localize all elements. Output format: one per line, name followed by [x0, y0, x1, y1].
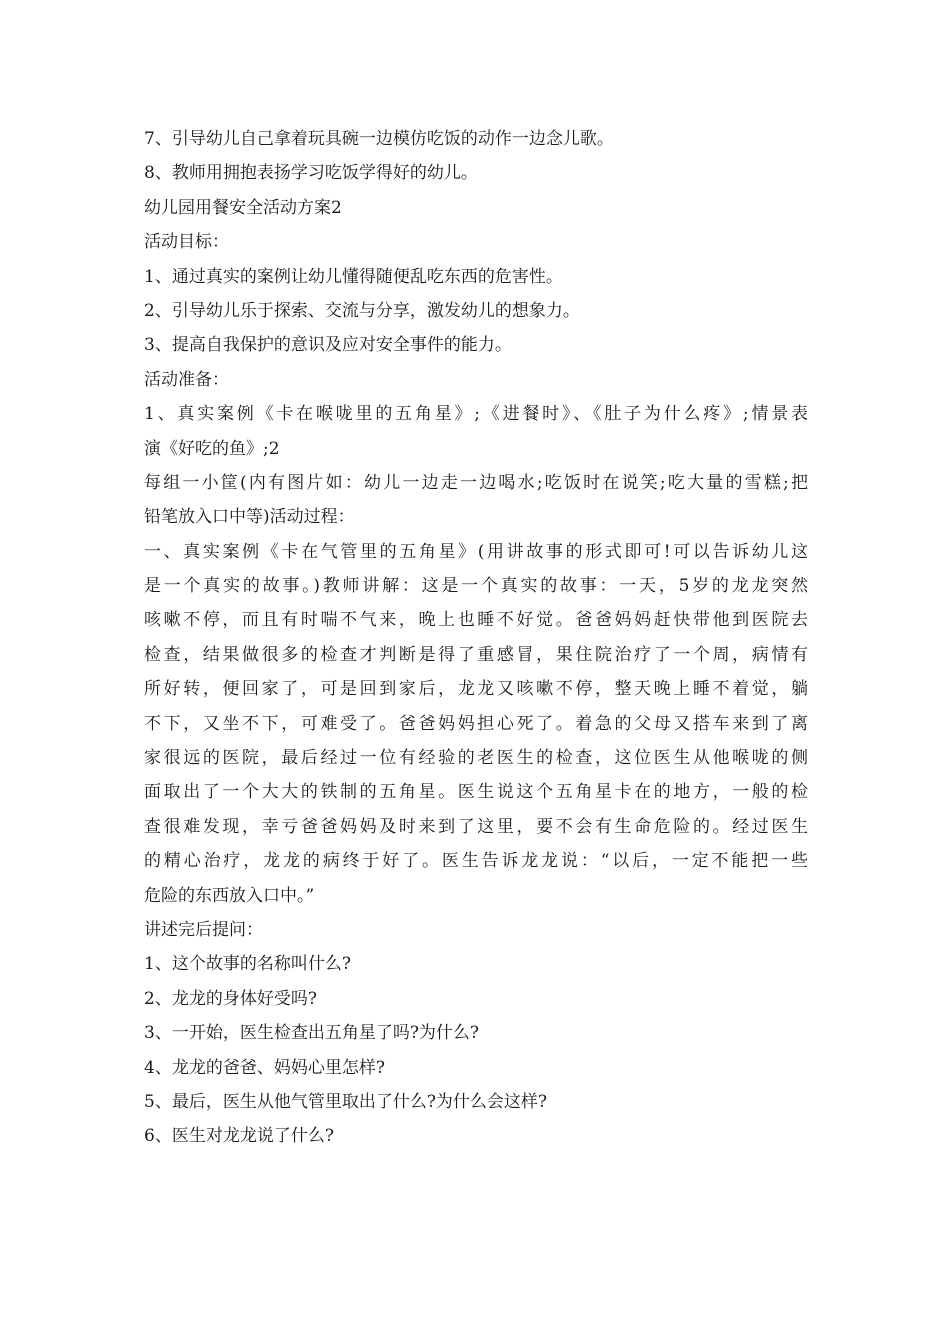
story-line-2: 是一个真实的故事。)教师讲解：这是一个真实的故事：一天，5岁的龙龙突然: [144, 576, 808, 597]
story-line-11: 危险的东西放入口中。”: [144, 885, 315, 906]
document-body: [144, 122, 808, 1154]
story-line-7: 家很远的医院，最后经过一位有经验的老医生的检查，这位医生从他喉咙的侧: [144, 748, 808, 769]
story-line-4: 检查，结果做很多的检查才判断是得了重感冒，果住院治疗了一个周，病情有: [144, 644, 808, 665]
goals-heading: 活动目标：: [144, 232, 229, 253]
question-4: 4、龙龙的爸爸、妈妈心里怎样?: [144, 1057, 385, 1078]
story-line-3: 咳嗽不停，而且有时喘不气来，晚上也睡不好觉。爸爸妈妈赶快带他到医院去: [144, 610, 808, 631]
question-5: 5、最后，医生从他气管里取出了什么?为什么会这样?: [144, 1091, 548, 1112]
goal-3-text: 3、提高自我保护的意识及应对安全事件的能力。: [144, 335, 512, 356]
prep-1-line-1: 1、真实案例《卡在喉咙里的五角星》;《进餐时》、《肚子为什么疼》;情景表: [144, 404, 808, 425]
question-6: 6、医生对龙龙说了什么?: [144, 1126, 334, 1147]
section-title: 幼儿园用餐安全活动方案2: [144, 197, 342, 218]
goal-2-text: 2、引导幼儿乐于探索、交流与分享，激发幼儿的想象力。: [144, 300, 580, 321]
story-line-6: 不下，又坐不下，可难受了。爸爸妈妈担心死了。着急的父母又搭车来到了离: [144, 713, 808, 734]
goal-1-text: 1、通过真实的案例让幼儿懂得随便乱吃东西的危害性。: [144, 266, 563, 287]
prep-1-line-2: 演《好吃的鱼》;2: [144, 438, 280, 459]
question-3: 3、一开始，医生检查出五角星了吗?为什么?: [144, 1023, 480, 1044]
questions-heading: 讲述完后提问：: [144, 919, 263, 940]
question-2: 2、龙龙的身体好受吗?: [144, 988, 317, 1009]
prep-heading: 活动准备：: [144, 369, 229, 390]
story-line-5: 所好转，便回家了，可是回到家后，龙龙又咳嗽不停，整天晚上睡不着觉，躺: [144, 679, 808, 700]
story-line-8: 面取出了一个大大的铁制的五角星。医生说这个五角星卡在的地方，一般的检: [144, 782, 808, 803]
step-7-text: 7、引导幼儿自己拿着玩具碗一边模仿吃饭的动作一边念儿歌。: [144, 129, 614, 149]
story-line-9: 查很难发现，幸亏爸爸妈妈及时来到了这里，要不会有生命危险的。经过医生: [144, 816, 808, 837]
step-8-text: 8、教师用拥抱表扬学习吃饭学得好的幼儿。: [144, 163, 478, 184]
story-line-1: 一、真实案例《卡在气管里的五角星》(用讲故事的形式即可!可以告诉幼儿这: [144, 541, 808, 562]
question-1: 1、这个故事的名称叫什么?: [144, 954, 351, 975]
story-line-10: 的精心治疗，龙龙的病终于好了。医生告诉龙龙说：“以后，一定不能把一些: [144, 851, 808, 872]
prep-2-line-1: 每组一小筐(内有图片如：幼儿一边走一边喝水;吃饭时在说笑;吃大量的雪糕;把: [144, 472, 808, 493]
prep-2-line-2: 铅笔放入口中等)活动过程：: [144, 507, 355, 528]
